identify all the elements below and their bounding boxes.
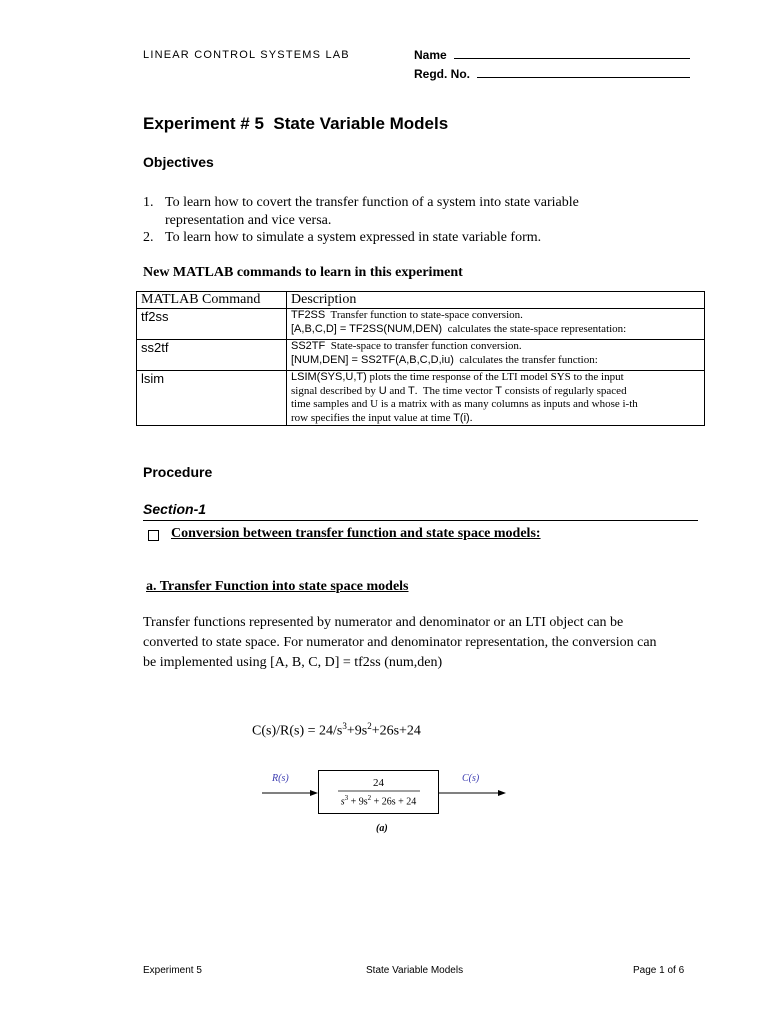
block-numerator: 24 bbox=[373, 777, 384, 789]
command-name: tf2ss bbox=[137, 309, 287, 340]
command-name: lsim bbox=[137, 371, 287, 426]
block-denominator bbox=[318, 794, 439, 807]
den-part: + 9s bbox=[348, 796, 368, 808]
footer-page-number: Page 1 of 6 bbox=[633, 965, 685, 976]
output-label: C(s) bbox=[462, 773, 480, 784]
desc-text: State-space to transfer function conversion. bbox=[325, 340, 522, 352]
objective-item-2 bbox=[143, 229, 154, 247]
eq-part: +9s bbox=[346, 723, 368, 739]
desc-text: consists of regularly spaced bbox=[501, 384, 627, 397]
desc-code: T bbox=[408, 384, 415, 397]
desc-text: calculates the state-space representation: bbox=[442, 322, 627, 335]
paragraph-line: be implemented using [A, B, C, D] = tf2ss (num,den) bbox=[143, 655, 443, 670]
name-label: Name bbox=[414, 48, 447, 62]
desc-code: [A,B,C,D] = TF2SS(NUM,DEN) bbox=[291, 322, 443, 335]
commands-table bbox=[136, 291, 705, 426]
paragraph-line: Transfer functions represented by numerator and denominator or an LTI object can be bbox=[143, 615, 624, 630]
subsection-heading: a. Transfer Function into state space models bbox=[146, 579, 409, 594]
desc-text: plots the time response of the LTI model SYS to the input bbox=[366, 371, 624, 383]
desc-text: and bbox=[386, 384, 409, 397]
name-blank bbox=[454, 48, 690, 59]
col-header-description: Description bbox=[287, 292, 705, 309]
regd-blank bbox=[477, 67, 690, 78]
commands-heading: New MATLAB commands to learn in this experiment bbox=[143, 265, 463, 280]
page-title: Experiment # 5 State Variable Models bbox=[143, 114, 449, 133]
desc-text: signal described by bbox=[291, 384, 379, 397]
objective-text-2: To learn how to simulate a system expressed in state variable form. bbox=[165, 230, 542, 245]
desc-text: . The time vector bbox=[414, 384, 496, 397]
eq-exponent: 2 bbox=[367, 721, 372, 731]
regd-label: Regd. No. bbox=[414, 67, 470, 81]
procedure-heading: Procedure bbox=[143, 464, 213, 480]
command-description bbox=[287, 340, 705, 371]
section-heading: Section-1 bbox=[143, 501, 207, 517]
objectives-heading: Objectives bbox=[143, 154, 214, 170]
objective-item-1 bbox=[143, 194, 154, 212]
diagram-caption: (a) bbox=[376, 823, 388, 834]
table-row bbox=[137, 340, 705, 371]
desc-text: calculates the transfer function: bbox=[453, 353, 598, 366]
desc-code: LSIM(SYS,U,T) bbox=[291, 371, 367, 383]
eq-part: C(s)/R(s) = 24/s bbox=[252, 723, 343, 739]
transfer-function-equation bbox=[252, 721, 421, 740]
desc-text: row specifies the input value at time bbox=[291, 411, 454, 424]
command-description bbox=[287, 309, 705, 340]
objective-number: 1. bbox=[143, 195, 154, 210]
subsection-paragraph bbox=[143, 613, 713, 673]
den-part: + 26s + 24 bbox=[371, 796, 417, 808]
eq-part: +26s+24 bbox=[371, 723, 421, 739]
block-diagram bbox=[260, 765, 510, 825]
eq-exponent: 3 bbox=[342, 721, 347, 731]
paragraph-line: converted to state space. For numerator and denominator representation, the conversion can bbox=[143, 635, 657, 650]
input-arrowhead-icon bbox=[310, 790, 318, 796]
desc-code: T bbox=[495, 384, 502, 397]
footer-left: Experiment 5 bbox=[143, 965, 202, 976]
desc-code: [NUM,DEN] = SS2TF(A,B,C,D,iu) bbox=[291, 353, 454, 366]
name-field bbox=[414, 48, 690, 62]
regd-field bbox=[414, 67, 690, 81]
desc-code: TF2SS bbox=[291, 309, 326, 321]
desc-text: time samples and U is a matrix with as many columns as inputs and whose i-th bbox=[291, 398, 638, 410]
footer-center: State Variable Models bbox=[366, 965, 464, 976]
den-exponent: 3 bbox=[344, 794, 349, 802]
desc-text: . bbox=[469, 411, 473, 424]
objective-number: 2. bbox=[143, 230, 154, 245]
command-name: ss2tf bbox=[137, 340, 287, 371]
objective-line: To learn how to covert the transfer function of a system into state variable bbox=[165, 195, 579, 210]
checkbox-bullet-icon bbox=[148, 530, 159, 541]
command-description bbox=[287, 371, 705, 426]
table-row bbox=[137, 371, 705, 426]
den-exponent: 2 bbox=[367, 794, 372, 802]
section-bullet-text: Conversion between transfer function and state space models: bbox=[171, 526, 541, 541]
desc-code: T(i) bbox=[453, 411, 470, 424]
output-arrowhead-icon bbox=[498, 790, 506, 796]
desc-code: U bbox=[378, 384, 387, 397]
desc-code: SS2TF bbox=[291, 340, 326, 352]
objective-text-1 bbox=[165, 194, 725, 229]
table-row bbox=[137, 309, 705, 340]
col-header-command: MATLAB Command bbox=[137, 292, 287, 309]
desc-text: Transfer function to state-space conversion. bbox=[325, 309, 523, 321]
input-label: R(s) bbox=[272, 773, 289, 784]
den-part: s bbox=[340, 796, 345, 808]
table-header-row bbox=[137, 292, 705, 309]
lab-title: LINEAR CONTROL SYSTEMS LAB bbox=[143, 49, 350, 61]
objective-line: representation and vice versa. bbox=[165, 212, 332, 228]
section-divider bbox=[143, 520, 698, 521]
